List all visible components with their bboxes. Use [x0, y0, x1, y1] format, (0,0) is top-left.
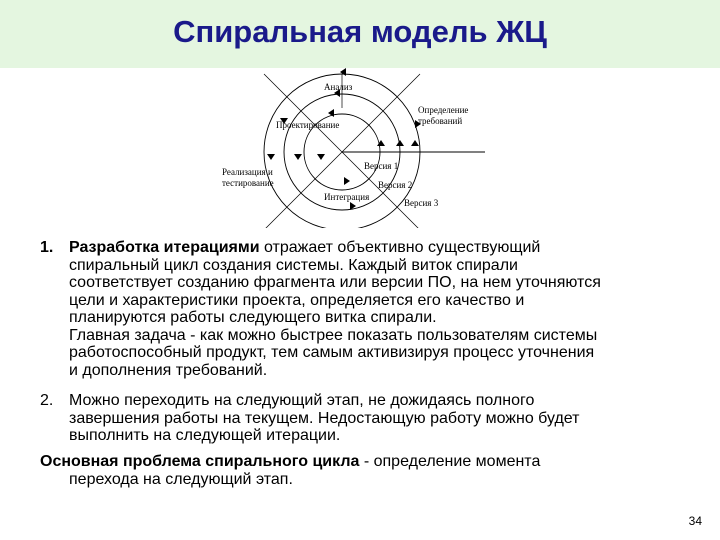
list-item-1-line-4: цели и характеристики проекта, определяется его качество и	[69, 291, 525, 309]
page-number: 34	[688, 514, 702, 528]
page-title: Спиральная модель ЖЦ	[173, 14, 547, 49]
list-item-1-line-2: спиральный цикл создания системы. Каждый виток спирали	[69, 256, 518, 274]
label-requirements-line2: требований	[418, 116, 463, 126]
summary-rest: - определение момента	[359, 453, 541, 470]
label-implementation-line1: Реализация и	[222, 167, 273, 177]
label-analysis: Анализ	[324, 82, 353, 92]
arrow-top-outer	[340, 68, 346, 76]
arrow-left-middle	[294, 154, 302, 160]
summary-bold-lead: Основная проблема спирального цикла	[40, 453, 360, 470]
arrow-left-inner	[317, 154, 325, 160]
label-design: Проектирование	[276, 120, 340, 130]
list-item-2-line-1: Можно переходить на следующий этап, не дожидаясь полного	[69, 392, 535, 409]
summary-paragraph	[40, 453, 700, 488]
label-requirements-line1: Определение	[418, 105, 469, 115]
arrow-bottom-inner	[344, 177, 350, 185]
label-implementation-line2: тестирование	[222, 178, 274, 188]
label-version-1: Версия 1	[364, 161, 399, 171]
list-item-1-text	[69, 239, 719, 379]
label-integration: Интеграция	[324, 192, 370, 202]
list-item-2-line-3: выполнить на следующей итерации.	[69, 427, 341, 444]
list-item-1-line-3: соответствует созданию фрагмента или версии ПО, на нем уточняются	[69, 274, 601, 291]
spiral-diagram	[200, 68, 490, 228]
list-item-1-line-1: отражает объективно существующий	[259, 239, 541, 256]
label-version-2: Версия 2	[378, 180, 413, 190]
list-item-1-line-5: планируются работы следующего витка спирали.	[69, 309, 437, 326]
list-item-1-bold-lead: Разработка итерациями	[69, 239, 260, 256]
list-item-2-text	[69, 392, 719, 445]
arrow-right-outer	[411, 140, 419, 146]
summary-line-2: перехода на следующий этап.	[69, 470, 293, 488]
label-version-3: Версия 3	[404, 198, 439, 208]
list-item-2-number: 2.	[40, 392, 54, 409]
arrow-left-outer	[267, 154, 275, 160]
list-item-1-line-8: и дополнения требований.	[69, 361, 268, 379]
list-item-1-line-7: работоспособный продукт, тем самым активизируя процесс уточнения	[69, 344, 595, 361]
list-item-2-line-2: завершения работы на текущем. Недостающую работу можно будет	[69, 409, 580, 427]
list-item-1-number: 1.	[40, 239, 54, 256]
arrow-right-middle	[396, 140, 404, 146]
list-item-1-line-6: Главная задача - как можно быстрее показать пользователям системы	[69, 326, 598, 344]
